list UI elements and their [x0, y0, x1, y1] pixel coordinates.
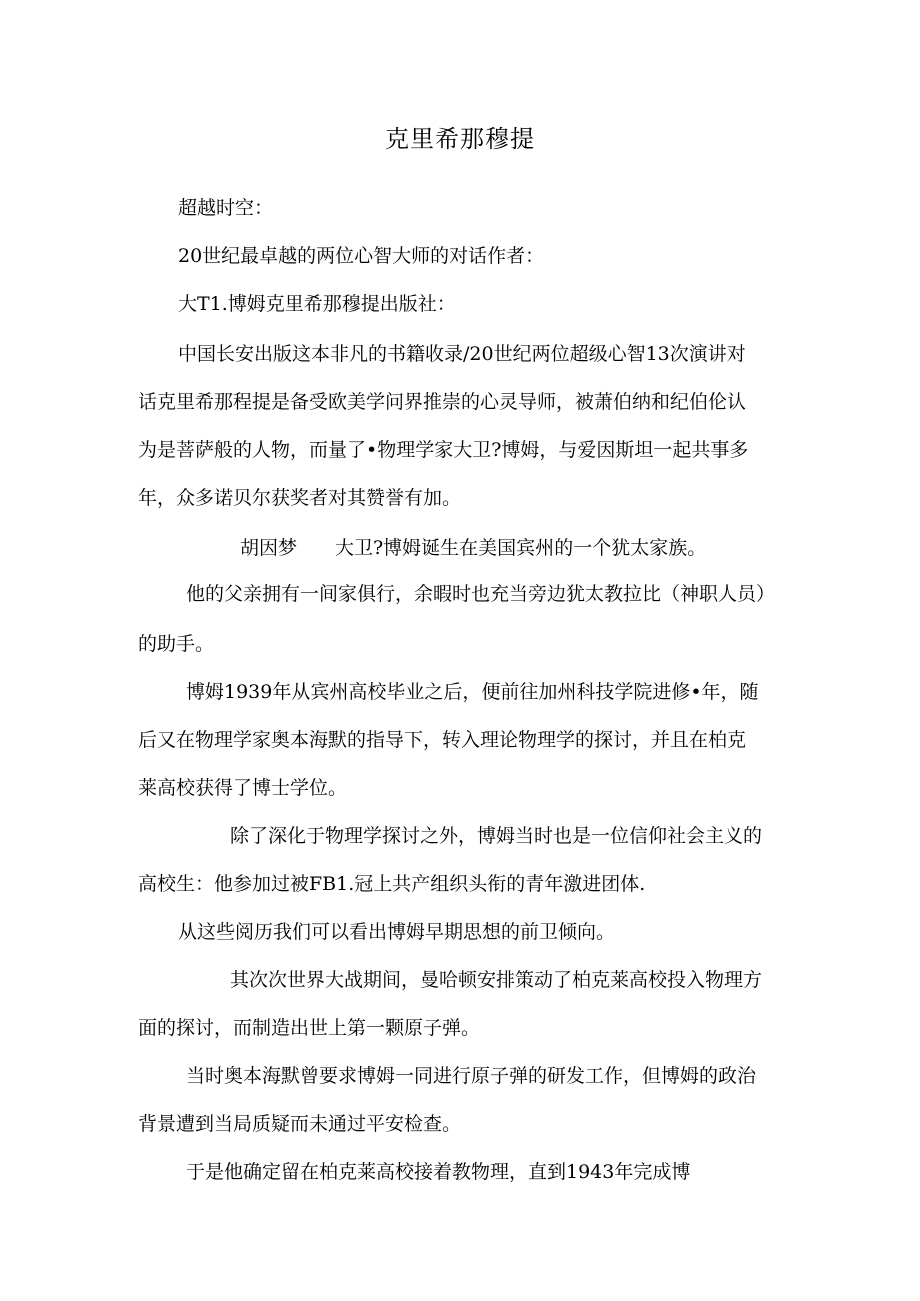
text-line: 其次次世界大战期间，曼哈顿安排策动了柏克莱高校投入物理方 [230, 969, 763, 991]
text-line: 超越时空： [178, 197, 274, 219]
text-line: 当时奥本海默曾要求博姆一同进行原子弹的研发工作，但博姆的政治 [186, 1065, 757, 1087]
text-line: 高校生：他参加过被FB1.冠上共产组织头衔的青年激进团体. [138, 873, 646, 895]
text-line: 的助手。 [138, 633, 215, 655]
text-line: 中国长安出版这本非凡的书籍收录/20世纪两位超级心智13次演讲对 [178, 343, 746, 365]
text-line: 于是他确定留在柏克莱高校接着教物理，直到1943年完成博 [186, 1161, 691, 1183]
document-title: 克里希那穆提 [385, 125, 535, 153]
text-line: 从这些阅历我们可以看出博姆早期思想的前卫倾向。 [178, 921, 616, 943]
text-line: 胡因梦 大卫?博姆诞生在美国宾州的一个犹太家族。 [240, 537, 707, 559]
text-line: 后又在物理学家奥本海默的指导下，转入理论物理学的探讨，并且在柏克 [138, 729, 747, 751]
text-line: 博姆1939年从宾州高校毕业之后，便前往加州科技学院进修•年，随 [186, 681, 759, 703]
text-line: 话克里希那程提是备受欧美学问界推崇的心灵导师，被萧伯纳和纪伯伦认 [138, 391, 747, 413]
text-line: 背景遭到当局质疑而未通过平安检查。 [138, 1113, 462, 1135]
text-line: 面的探讨，而制造出世上第一颗原子弹。 [138, 1017, 481, 1039]
text-line: 除了深化于物理学探讨之外，博姆当时也是一位信仰社会主义的 [230, 825, 763, 847]
text-line: 大T1.博姆克里希那穆提出版社： [178, 293, 456, 315]
text-line: 为是菩萨般的人物，而量了•物理学家大卫?博姆，与爱因斯坦一起共事多 [138, 439, 749, 461]
text-line: 年，众多诺贝尔获奖者对其赞誉有加。 [138, 487, 462, 509]
text-line: 20世纪最卓越的两位心智大师的对话作者： [178, 245, 545, 267]
text-line: 莱高校获得了博士学位。 [138, 777, 348, 799]
text-line: 他的父亲拥有一间家俱行，余暇时也充当旁边犹太教拉比（神职人员） [186, 583, 776, 605]
